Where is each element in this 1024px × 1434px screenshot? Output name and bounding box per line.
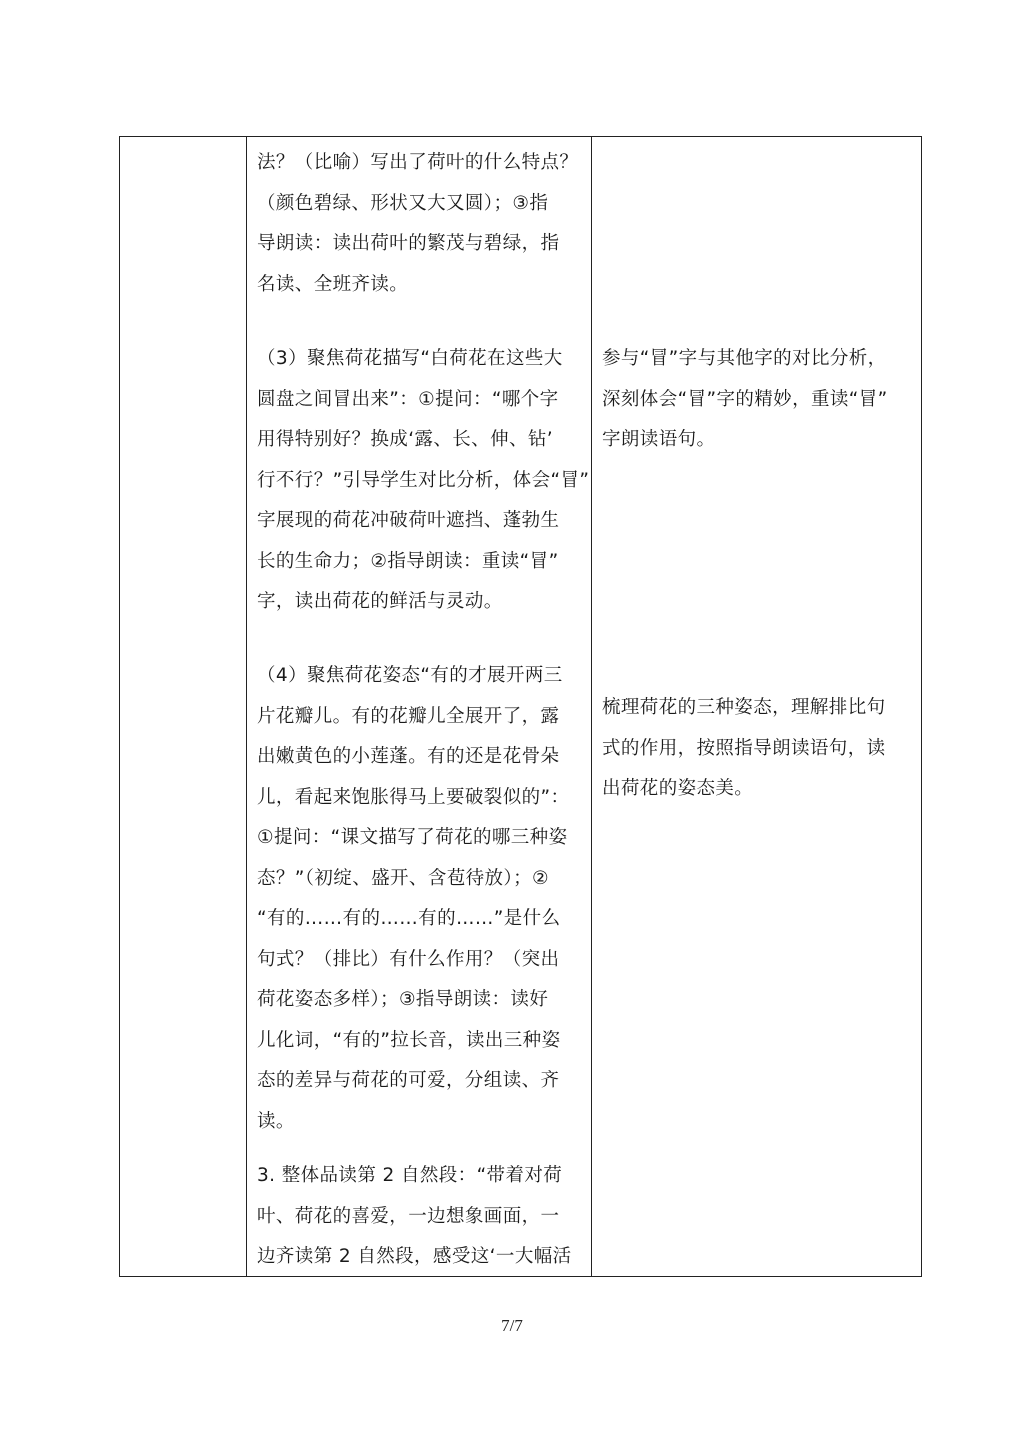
text-line: 叶、荷花的喜爱，一边想象画面，一 [257,1205,560,1227]
teacher-paragraph [257,339,590,623]
text-line: 行不行？”引导学生对比分析，体会“冒” [257,469,590,491]
text-line: 出荷花的姿态美。 [602,778,754,799]
text-line: 深刻体会“冒”字的精妙，重读“冒” [602,388,888,410]
text-line: 字展现的荷花冲破荷叶遮挡、蓬勃生 [257,510,560,531]
table-cell-student-activity [591,137,921,1276]
text-line: 字朗读语句。 [602,429,716,450]
text-line: 荷花姿态多样）；③指导朗读：读好 [257,989,549,1010]
text-line: 长的生命力；②指导朗读：重读“冒” [257,550,559,572]
teacher-paragraph [257,1156,585,1278]
text-line: ①提问：“课文描写了荷花的哪三种姿 [257,827,568,848]
table-cell-teacher-activity [246,137,591,1276]
text-line: 用得特别好？换成‘露、长、伸、钻’ [257,429,554,450]
table-cell-stage [120,137,246,1276]
text-line: 3. 整体品读第 2 自然段：“带着对荷 [257,1165,563,1186]
text-line: 态？”（初绽、盛开、含苞待放）；② [257,867,549,889]
text-line: 片花瓣儿。有的花瓣儿全展开了，露 [257,705,560,727]
page-number: 7/7 [501,1316,523,1335]
teacher-paragraph [257,656,585,1142]
text-line: 出嫩黄色的小莲蓬。有的还是花骨朵 [257,746,560,767]
text-line: 字，读出荷花的鲜活与灵动。 [257,591,503,612]
text-line: “有的……有的……有的……”是什么 [257,908,561,929]
student-paragraph [602,688,915,810]
text-line: （3）聚焦荷花描写“白荷花在这些大 [257,348,563,369]
text-line: 式的作用，按照指导朗读语句，读 [602,737,886,759]
text-line: 态的差异与荷花的可爱，分组读、齐 [257,1070,560,1091]
text-line: 句式？（排比）有什么作用？（突出 [257,948,560,970]
text-line: 梳理荷花的三种姿态，理解排比句 [602,697,886,718]
text-line: （颜色碧绿、形状又大又圆）；③指 [257,192,549,214]
text-line: 导朗读：读出荷叶的繁茂与碧绿，指 [257,233,560,254]
student-paragraph [602,339,915,461]
teacher-paragraph [257,143,585,305]
text-line: 名读、全班齐读。 [257,273,409,295]
text-line: （4）聚焦荷花姿态“有的才展开两三 [257,665,563,686]
text-line: 法？（比喻）写出了荷叶的什么特点？ [257,152,579,173]
text-line: 参与“冒”字与其他字的对比分析， [602,348,887,369]
text-line: 读。 [257,1110,295,1132]
text-line: 儿化词，“有的”拉长音，读出三种姿 [257,1029,561,1051]
text-line: 儿，看起来饱胀得马上要破裂似的”： [257,786,570,808]
text-line: 圆盘之间冒出来”：①提问：“哪个字 [257,388,559,410]
lesson-plan-table [119,136,922,1277]
text-line: 边齐读第 2 自然段，感受这‘一大幅活 [257,1246,572,1267]
